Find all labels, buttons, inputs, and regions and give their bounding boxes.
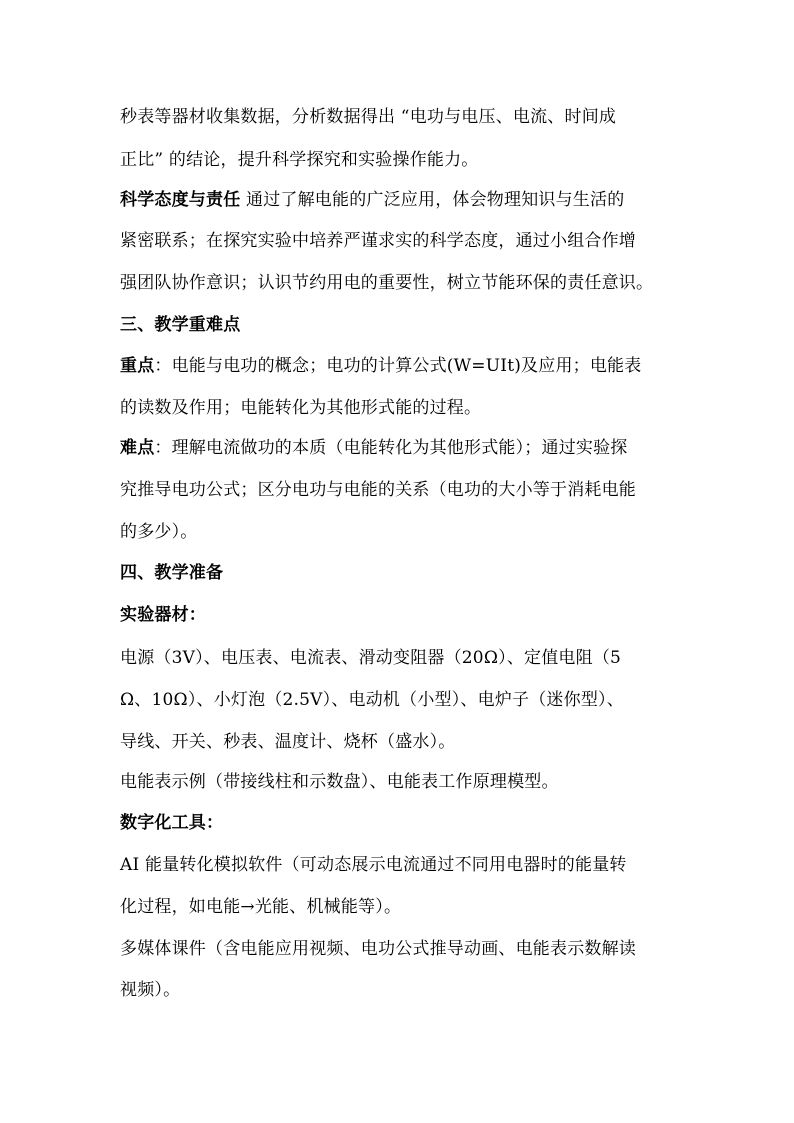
equipment-label: 实验器材：	[120, 605, 206, 625]
equipment-line-4: 电能表示例（带接线柱和示数盘）、电能表工作原理模型。	[120, 772, 559, 792]
attitude-line-1	[120, 188, 624, 212]
key-points-text-1: ：电能与电功的概念；电功的计算公式(W=UIt)及应用；电能表	[154, 356, 642, 376]
digital-tools-label: 数字化工具：	[120, 813, 224, 833]
difficulties-label: 难点	[120, 438, 155, 458]
attitude-line-3: 强团队协作意识；认识节约用电的重要性，树立节能环保的责任意识。	[120, 273, 654, 293]
key-points-line-2: 的读数及作用；电能转化为其他形式能的过程。	[120, 398, 482, 418]
section-4-heading: 四、教学准备	[120, 563, 224, 583]
difficulties-line-2: 究推导电功公式；区分电功与电能的关系（电功的大小等于消耗电能	[120, 480, 636, 500]
digital-tools-line-4: 视频）。	[120, 980, 181, 1000]
difficulties-line-3: 的多少）。	[120, 522, 198, 542]
methods-line-2: 正比” 的结论，提升科学探究和实验操作能力。	[120, 150, 479, 170]
digital-tools-line-1: AI 能量转化模拟软件（可动态展示电流通过不同用电器时的能量转	[120, 855, 627, 875]
difficulties-line-1	[120, 436, 628, 460]
attitude-label: 科学态度与责任	[120, 190, 241, 210]
attitude-line-2: 紧密联系；在探究实验中培养严谨求实的科学态度，通过小组合作增	[120, 231, 636, 251]
methods-line-1: 秒表等器材收集数据，分析数据得出 “电功与电压、电流、时间成	[120, 107, 617, 127]
key-points-line-1	[120, 354, 641, 378]
difficulties-text-1: ：理解电流做功的本质（电能转化为其他形式能）；通过实验探	[154, 438, 628, 458]
attitude-text-1: 通过了解电能的广泛应用，体会物理知识与生活的	[240, 190, 625, 210]
digital-tools-line-3: 多媒体课件（含电能应用视频、电功公式推导动画、电能表示数解读	[120, 939, 636, 959]
key-points-label: 重点	[120, 356, 155, 376]
section-3-heading: 三、教学重难点	[120, 315, 241, 335]
equipment-line-1: 电源（3V）、电压表、电流表、滑动变阻器（20Ω）、定值电阻（5	[120, 648, 622, 668]
equipment-line-3: 导线、开关、秒表、温度计、烧杯（盛水）。	[120, 732, 456, 752]
equipment-line-2: Ω、10Ω）、小灯泡（2.5V）、电动机（小型）、电炉子（迷你型）、	[120, 690, 624, 710]
digital-tools-line-2: 化过程，如电能→光能、机械能等）。	[120, 897, 402, 917]
